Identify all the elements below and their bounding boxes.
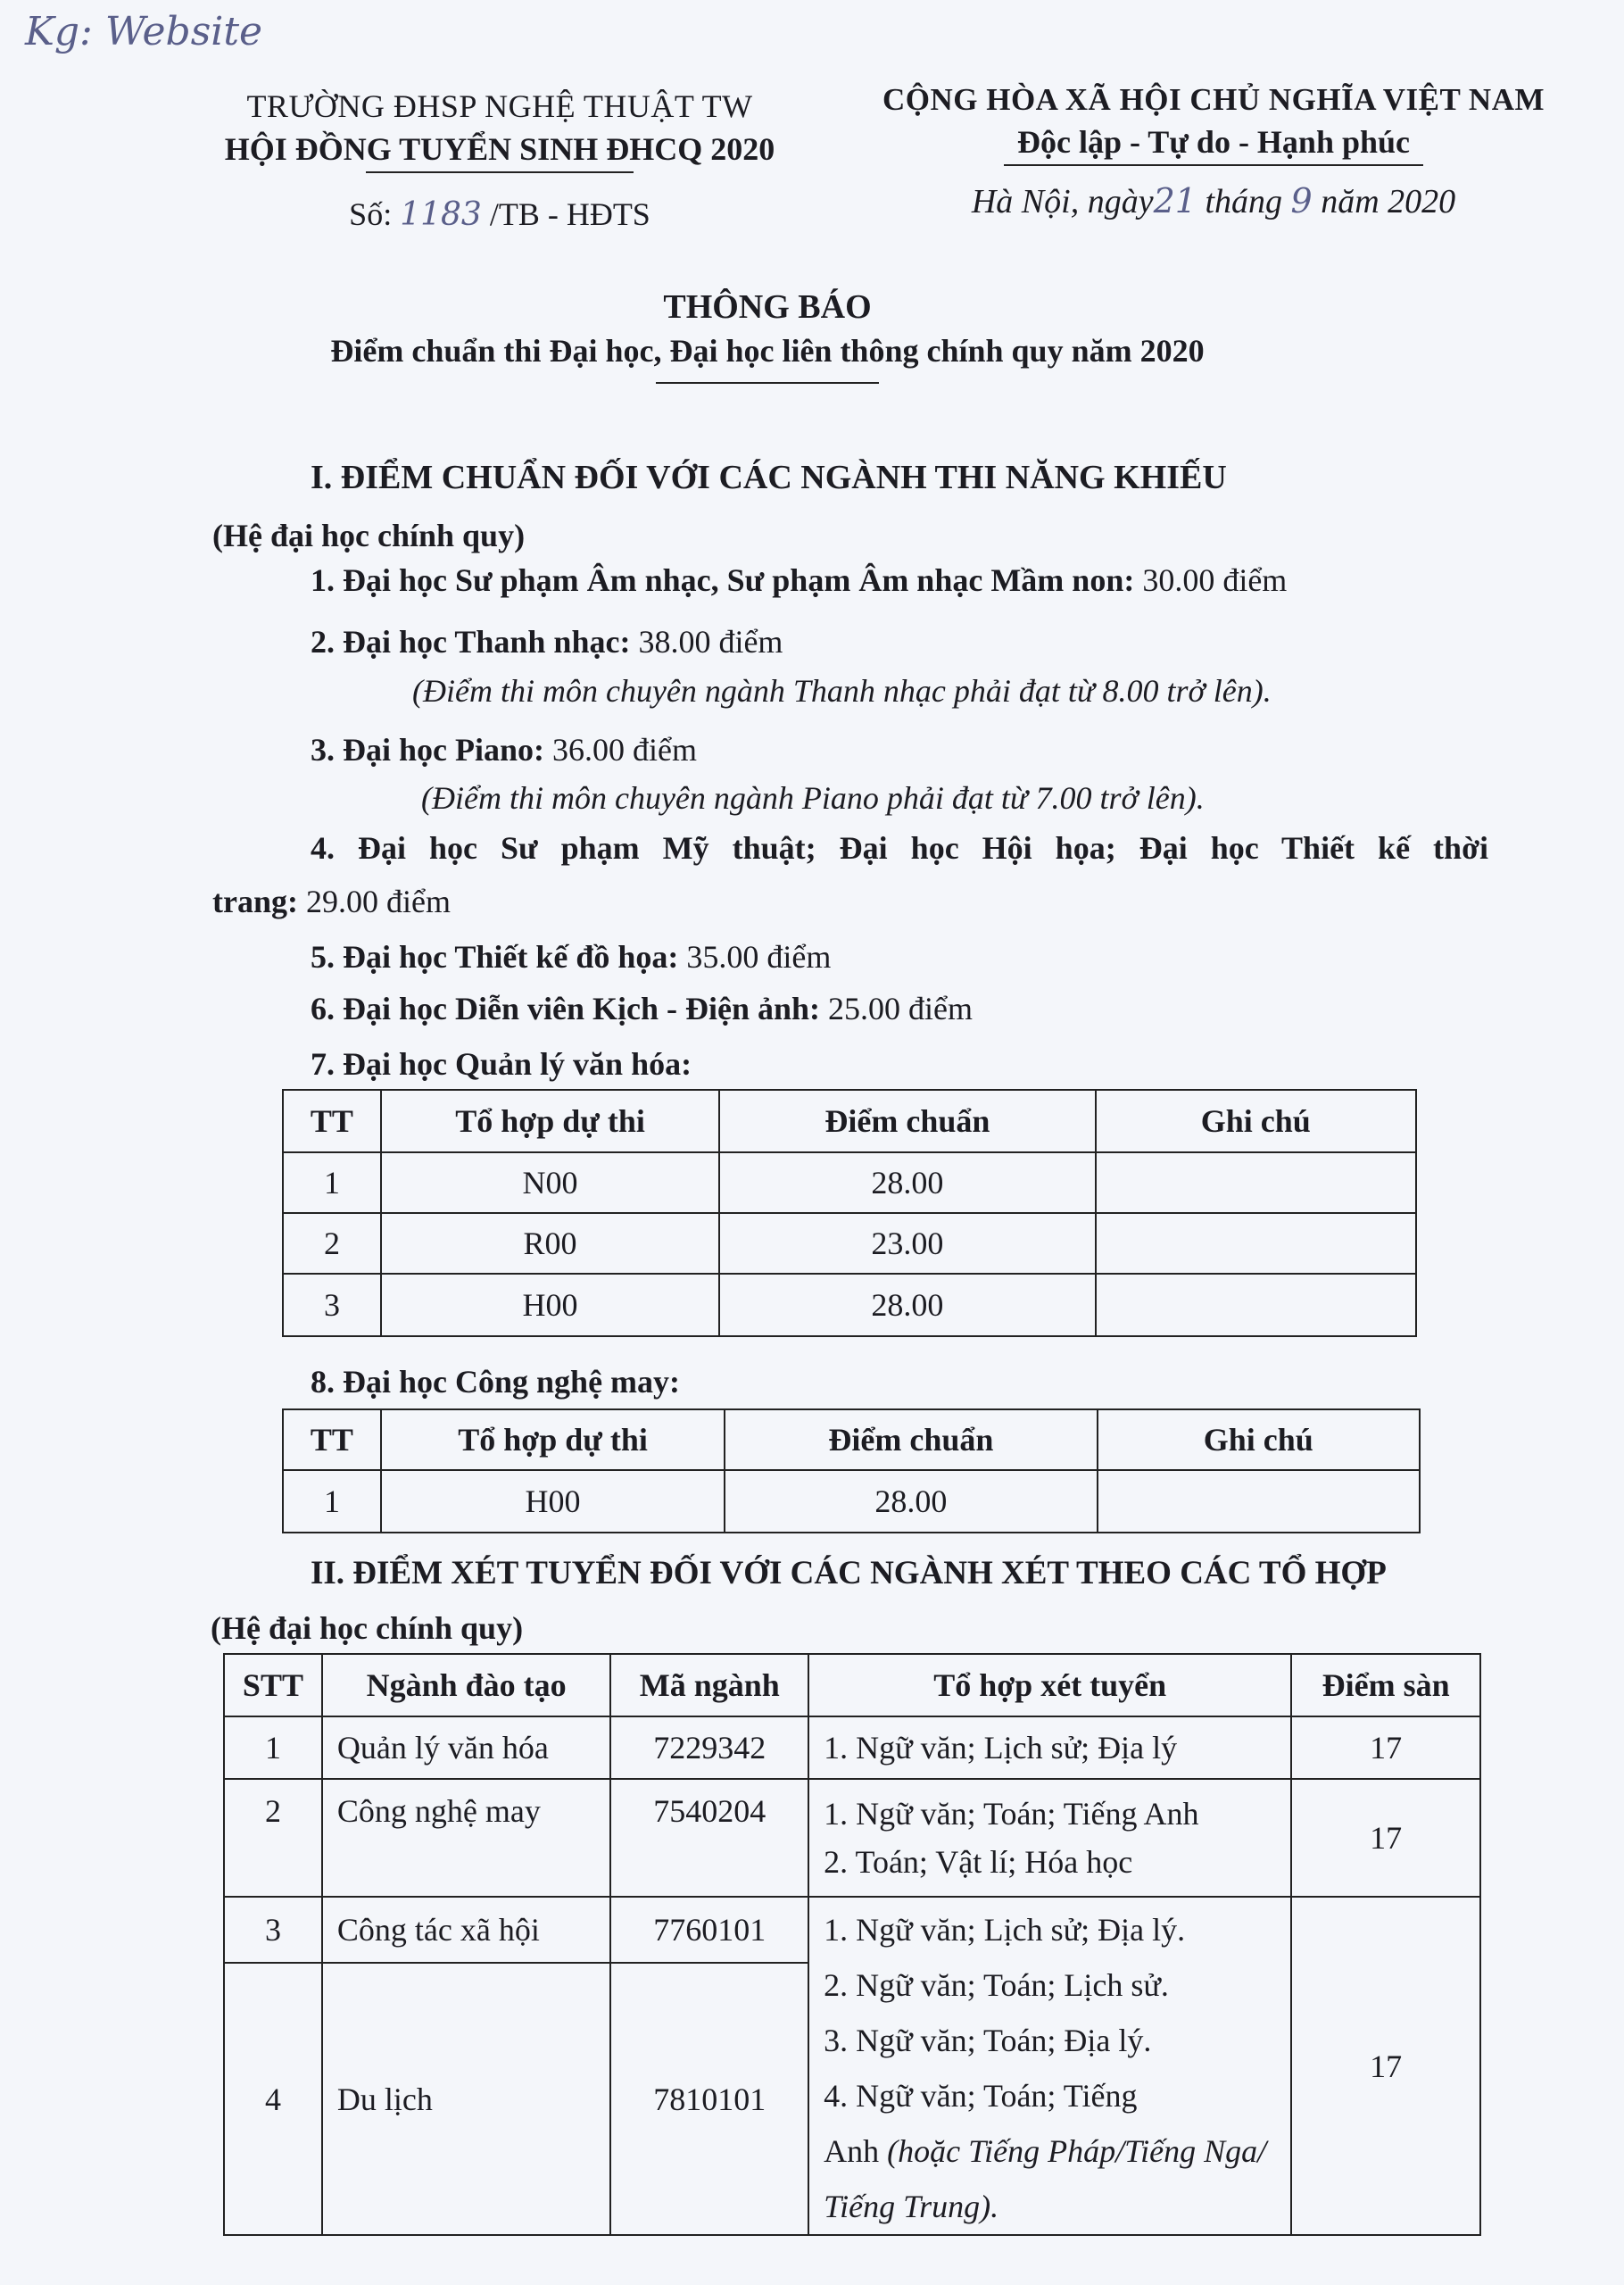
item-2-score: 38.00 điểm [630,624,783,660]
item-7: 7. Đại học Quản lý văn hóa: [311,1046,692,1082]
item-3-score: 36.00 điểm [544,732,697,768]
table-row [224,1779,1480,1897]
item-1-label: 1. Đại học Sư phạm Âm nhạc, Sư phạm Âm nhạc Mầm non: [311,562,1135,598]
combo-tail: Anh [824,2132,880,2169]
item-5 [311,937,831,977]
col-header-score: Điểm chuẩn [725,1409,1097,1470]
cell-code: 7760101 [610,1897,808,1963]
republic-name: CỘNG HÒA XÃ HỘI CHỦ NGHĨA VIỆT NAM [882,82,1545,117]
combo-line: 3. Ngữ văn; Toán; Địa lý. [824,2022,1152,2058]
col-header-note: Ghi chú [1096,1090,1416,1152]
col-header-tt: TT [283,1090,381,1152]
number-handwritten: 1183 [400,196,482,233]
cell-tt: 3 [283,1274,381,1336]
table-cong-nghe-may [282,1408,1421,1533]
cell-combos: 1. Ngữ văn; Lịch sử; Địa lý [808,1716,1291,1779]
table-row [283,1470,1420,1533]
combo-line: 1. Ngữ văn; Lịch sử; Địa lý. [824,1912,1186,1948]
cell-code: 7229342 [610,1716,808,1779]
header-left [170,87,830,235]
cell-stt: 1 [224,1716,322,1779]
col-header-code: Mã ngành [610,1654,808,1716]
item-3-note: (Điểm thi môn chuyên ngành Piano phải đạt từ 7.00 trở lên). [421,780,1205,816]
date-month: 9 [1290,181,1313,220]
number-prefix: Số: [349,196,401,232]
page-subtitle: Điểm chuẩn thi Đại học, Đại học liên thông chính quy năm 2020 [330,333,1205,369]
col-header-combo: Tổ hợp dự thi [381,1409,725,1470]
motto: Độc lập - Tự do - Hạnh phúc [1016,124,1411,160]
cell-combo: N00 [381,1152,719,1213]
col-header-major: Ngành đào tạo [322,1654,610,1716]
section1-heading: I. ĐIỂM CHUẨN ĐỐI VỚI CÁC NGÀNH THI NĂNG KHIẾU [311,459,1227,496]
table-quan-ly-van-hoa [282,1089,1417,1337]
date-day: 21 [1153,181,1197,220]
table-row [283,1274,1416,1336]
cell-combo: H00 [381,1274,719,1336]
table-row [283,1152,1416,1213]
cell-score: 28.00 [719,1152,1095,1213]
cell-note [1096,1152,1416,1213]
item-4-line2 [212,882,451,922]
cell-major: Du lịch [322,1963,610,2235]
page-title: THÔNG BÁO [663,288,872,326]
handwritten-note: Kg: Website [25,9,263,54]
item-1 [311,561,1287,601]
col-header-combos: Tổ hợp xét tuyển [808,1654,1291,1716]
header-right-underline [1004,164,1423,166]
combo-line: 1. Ngữ văn; Toán; Tiếng Anh [824,1796,1199,1832]
combo-line [824,2124,1290,2235]
cell-stt: 2 [224,1779,322,1897]
document-number [170,195,830,235]
item-8: 8. Đại học Công nghệ may: [311,1364,681,1400]
table-xet-tuyen [223,1653,1481,2236]
cell-major: Công tác xã hội [322,1897,610,1963]
table-row [283,1213,1416,1274]
header-left-underline [366,171,634,173]
cell-major: Công nghệ may [322,1779,610,1897]
item-6-score: 25.00 điểm [820,991,974,1026]
item-5-score: 35.00 điểm [678,939,832,975]
cell-major: Quản lý văn hóa [322,1716,610,1779]
cell-tt: 1 [283,1470,381,1533]
title-underline [656,382,879,384]
item-4-label: trang: [212,884,298,919]
col-header-combo: Tổ hợp dự thi [381,1090,719,1152]
item-3-label: 3. Đại học Piano: [311,732,545,768]
date-suffix: năm 2020 [1312,183,1456,220]
item-6-label: 6. Đại học Diễn viên Kịch - Điện ảnh: [311,991,821,1026]
cell-combo: H00 [381,1470,725,1533]
section2-heading: II. ĐIỂM XÉT TUYỂN ĐỐI VỚI CÁC NGÀNH XÉT THEO CÁC TỔ HỢP [311,1555,1387,1591]
section1-system: (Hệ đại học chính quy) [212,518,526,553]
table-header-row [224,1654,1480,1716]
item-4-line1: 4. Đại học Sư phạm Mỹ thuật; Đại học Hội họa; Đại học Thiết kế thời [311,830,1488,866]
table-header-row [283,1409,1420,1470]
cell-combos [808,1779,1291,1897]
cell-score: 28.00 [725,1470,1097,1533]
item-2 [311,622,783,662]
item-4-score: 29.00 điểm [297,884,451,919]
table-row [224,1897,1480,1963]
title-block [0,287,1579,384]
cell-score: 23.00 [719,1213,1095,1274]
cell-tt: 2 [283,1213,381,1274]
number-suffix: /TB - HĐTS [481,196,650,232]
table-row [224,1716,1480,1779]
cell-note [1098,1470,1420,1533]
cell-floor-score: 17 [1291,1716,1480,1779]
cell-shared-combos [808,1897,1291,2235]
cell-stt: 4 [224,1963,322,2235]
school-name: TRƯỜNG ĐHSP NGHỆ THUẬT TW [246,88,753,124]
council-name: HỘI ĐỒNG TUYỂN SINH ĐHCQ 2020 [224,131,775,167]
cell-floor-score: 17 [1291,1779,1480,1897]
cell-note [1096,1213,1416,1274]
item-3 [311,730,697,770]
col-header-stt: STT [224,1654,322,1716]
cell-stt: 3 [224,1897,322,1963]
col-header-tt: TT [283,1409,381,1470]
date-prefix: Hà Nội, ngày [971,183,1154,220]
header-right [857,82,1570,224]
combo-line: 2. Toán; Vật lí; Hóa học [824,1844,1133,1880]
item-2-label: 2. Đại học Thanh nhạc: [311,624,631,660]
combo-line: 4. Ngữ văn; Toán; Tiếng [824,2077,1138,2114]
combo-tail-italic: (hoặc Tiếng Pháp/Tiếng Nga/ Tiếng Trung). [824,2132,1267,2224]
combo-line: 2. Ngữ văn; Toán; Lịch sử. [824,1966,1169,2003]
item-6 [311,989,973,1029]
cell-floor-score: 17 [1291,1897,1480,2235]
cell-tt: 1 [283,1152,381,1213]
cell-note [1096,1274,1416,1336]
col-header-note: Ghi chú [1098,1409,1420,1470]
cell-score: 28.00 [719,1274,1095,1336]
cell-code: 7810101 [610,1963,808,2235]
col-header-floor-score: Điểm sàn [1291,1654,1480,1716]
table-header-row [283,1090,1416,1152]
item-5-label: 5. Đại học Thiết kế đồ họa: [311,939,679,975]
col-header-score: Điểm chuẩn [719,1090,1095,1152]
item-1-score: 30.00 điểm [1134,562,1288,598]
date-month-label: tháng [1196,183,1291,220]
section2-system: (Hệ đại học chính quy) [211,1610,524,1646]
issue-date [857,180,1570,224]
cell-code: 7540204 [610,1779,808,1897]
cell-combo: R00 [381,1213,719,1274]
item-2-note: (Điểm thi môn chuyên ngành Thanh nhạc phải đạt từ 8.00 trở lên). [412,673,1272,709]
